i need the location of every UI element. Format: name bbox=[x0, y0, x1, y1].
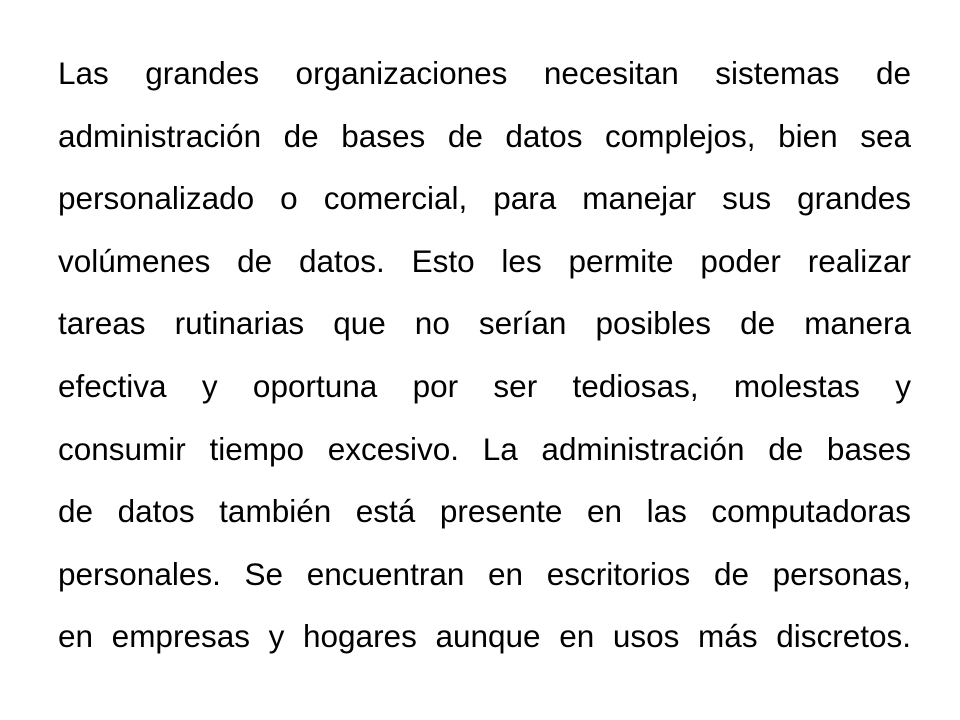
text-line: administración de bases de datos complejos, bien sea bbox=[58, 117, 911, 154]
text-line: consumir tiempo excesivo. La administración de bases bbox=[58, 430, 911, 467]
text-line: efectiva y oportuna por ser tediosas, molestas y bbox=[58, 367, 911, 404]
text-line: en empresas y hogares aunque en usos más discretos. bbox=[58, 618, 911, 655]
text-line: personales. Se encuentran en escritorios de personas, bbox=[58, 555, 911, 592]
text-line: personalizado o comercial, para manejar sus grandes bbox=[58, 180, 911, 217]
text-line: volúmenes de datos. Esto les permite poder realizar bbox=[58, 242, 911, 279]
text-line: de datos también está presente en las computadoras bbox=[58, 493, 911, 530]
text-line: Las grandes organizaciones necesitan sistemas de bbox=[58, 55, 911, 91]
paragraph-text bbox=[58, 42, 911, 668]
text-line: tareas rutinarias que no serían posibles de manera bbox=[58, 305, 911, 342]
